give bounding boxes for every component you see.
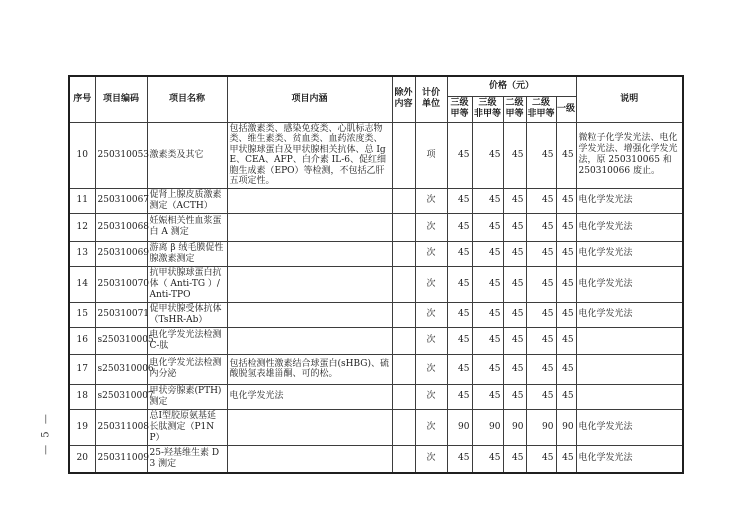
header-price-group: 价格（元） [447,76,576,96]
note-cell: 电化学发光法 [576,445,683,473]
price-cell: 45 [447,327,472,354]
price-cell: 45 [526,241,556,266]
medical-price-table [68,75,684,474]
price-cell: 45 [447,266,472,302]
header-unit: 计价 单位 [415,76,447,122]
name-cell: 甲状旁腺素(PTH)测定 [147,384,227,409]
seq-cell: 14 [69,266,95,302]
content-cell [227,188,392,213]
price-cell: 45 [503,266,526,302]
content-cell [227,302,392,327]
header-level-3b: 三级 非甲等 [472,96,503,122]
unit-cell: 次 [415,302,447,327]
price-cell: 45 [556,188,576,213]
name-cell: 抗甲状腺球蛋白抗体（ Anti-TG ）/Anti-TPO [147,266,227,302]
code-cell: 250310070 [95,266,147,302]
code-cell: s250310005 [95,327,147,354]
unit-cell: 次 [415,188,447,213]
price-cell: 45 [556,213,576,241]
price-cell: 45 [472,384,503,409]
price-cell: 45 [447,354,472,384]
price-cell: 90 [503,409,526,445]
price-cell: 45 [503,122,526,188]
exclusion-cell [392,384,415,409]
note-cell [576,354,683,384]
exclusion-cell [392,241,415,266]
price-cell: 45 [472,327,503,354]
price-cell: 45 [526,302,556,327]
name-cell: 促甲状腺受体抗体（TsHR-Ab） [147,302,227,327]
header-content: 项目内涵 [227,76,392,122]
table-row [69,384,683,409]
table-row [69,266,683,302]
price-cell: 45 [503,384,526,409]
code-cell: 250310069 [95,241,147,266]
note-cell: 电化学发光法 [576,302,683,327]
note-cell: 电化学发光法 [576,266,683,302]
exclusion-cell [392,302,415,327]
exclusion-cell [392,188,415,213]
unit-cell: 次 [415,327,447,354]
exclusion-cell [392,122,415,188]
seq-cell: 19 [69,409,95,445]
price-cell: 45 [472,302,503,327]
price-cell: 45 [472,122,503,188]
content-cell [227,241,392,266]
table-header [69,76,683,122]
code-cell: s250310006 [95,354,147,384]
note-cell: 电化学发光法 [576,188,683,213]
price-cell: 45 [472,241,503,266]
price-cell: 45 [447,241,472,266]
code-cell: s250310007 [95,384,147,409]
unit-cell: 次 [415,241,447,266]
seq-cell: 17 [69,354,95,384]
unit-cell: 次 [415,266,447,302]
price-cell: 45 [556,266,576,302]
price-cell: 45 [556,122,576,188]
name-cell: 电化学发光法检测内分泌 [147,354,227,384]
header-level-3a: 三级 甲等 [447,96,472,122]
content-cell [227,327,392,354]
price-cell: 45 [556,354,576,384]
unit-cell: 次 [415,213,447,241]
price-cell: 45 [503,241,526,266]
content-cell: 包括激素类、感染免疫类、心肌标志物类、维生素类、贫血类、血药浓度类、甲状腺球蛋白及甲状腺相关抗体、总 IgE、CEA、AFP、白介素 IL-6、促红细胞生成素（EPO）等检测，不包括乙肝五项定性。 [227,122,392,188]
name-cell: 促肾上腺皮质激素测定（ACTH） [147,188,227,213]
name-cell: 25-羟基维生素 D3 测定 [147,445,227,473]
price-cell: 45 [447,188,472,213]
content-cell [227,266,392,302]
note-cell: 微粒子化学发光法、电化学发光法、增强化学发光法，原 250310065 和 250310066 废止。 [576,122,683,188]
table-row [69,122,683,188]
price-cell: 45 [472,188,503,213]
header-name: 项目名称 [147,76,227,122]
price-cell: 45 [447,122,472,188]
content-cell [227,409,392,445]
header-level-2b: 二级 非甲等 [526,96,556,122]
exclusion-cell [392,213,415,241]
price-cell: 45 [503,213,526,241]
price-cell: 45 [472,266,503,302]
table-row [69,213,683,241]
header-note: 说明 [576,76,683,122]
code-cell: 250311009 [95,445,147,473]
price-cell: 45 [447,384,472,409]
table-row [69,327,683,354]
price-cell: 45 [526,327,556,354]
content-cell: 电化学发光法 [227,384,392,409]
price-cell: 45 [503,354,526,384]
price-cell: 90 [556,409,576,445]
note-cell: 电化学发光法 [576,213,683,241]
exclusion-cell [392,354,415,384]
code-cell: 250310071 [95,302,147,327]
price-cell: 45 [526,445,556,473]
price-cell: 45 [472,445,503,473]
note-cell: 电化学发光法 [576,241,683,266]
price-cell: 90 [447,409,472,445]
price-cell: 45 [526,188,556,213]
price-cell: 45 [526,213,556,241]
price-cell: 45 [526,122,556,188]
price-cell: 45 [447,213,472,241]
unit-cell: 次 [415,384,447,409]
exclusion-cell [392,409,415,445]
table-row [69,302,683,327]
seq-cell: 10 [69,122,95,188]
note-cell: 电化学发光法 [576,409,683,445]
price-cell: 45 [556,241,576,266]
code-cell: 250310068 [95,213,147,241]
unit-cell: 次 [415,445,447,473]
name-cell: 电化学发光法检测C-肽 [147,327,227,354]
price-cell: 45 [526,354,556,384]
exclusion-cell [392,445,415,473]
table-body [69,122,683,473]
price-cell: 90 [472,409,503,445]
page-number: — 5 — [40,412,52,455]
price-cell: 45 [556,302,576,327]
content-cell: 包括检测性激素结合球蛋白(sHBG)、硫酸脱氢表雄甾酮、可的松。 [227,354,392,384]
price-cell: 45 [556,445,576,473]
price-cell: 45 [503,327,526,354]
price-cell: 45 [526,266,556,302]
header-level-1: 一级 [556,96,576,122]
table-row [69,409,683,445]
price-cell: 45 [472,213,503,241]
content-cell [227,213,392,241]
price-cell: 45 [472,354,503,384]
price-cell: 45 [556,327,576,354]
name-cell: 妊娠相关性血浆蛋白 A 测定 [147,213,227,241]
seq-cell: 15 [69,302,95,327]
seq-cell: 16 [69,327,95,354]
table-row [69,241,683,266]
header-code: 项目编码 [95,76,147,122]
price-cell: 45 [556,384,576,409]
code-cell: 250311008 [95,409,147,445]
note-cell [576,384,683,409]
exclusion-cell [392,327,415,354]
seq-cell: 11 [69,188,95,213]
header-seq: 序号 [69,76,95,122]
table-row [69,445,683,473]
price-cell: 90 [526,409,556,445]
price-cell: 45 [503,188,526,213]
note-cell [576,327,683,354]
name-cell: 游离 β 绒毛膜促性腺激素测定 [147,241,227,266]
name-cell: 总Ⅰ型胶原氨基延长肽测定（P1NP） [147,409,227,445]
header-exclusion: 除外 内容 [392,76,415,122]
seq-cell: 13 [69,241,95,266]
header-level-2a: 二级 甲等 [503,96,526,122]
seq-cell: 20 [69,445,95,473]
seq-cell: 18 [69,384,95,409]
content-cell [227,445,392,473]
unit-cell: 项 [415,122,447,188]
price-cell: 45 [447,302,472,327]
code-cell: 250310067 [95,188,147,213]
unit-cell: 次 [415,409,447,445]
price-cell: 45 [503,302,526,327]
table-row [69,188,683,213]
price-cell: 45 [526,384,556,409]
code-cell: 250310053 [95,122,147,188]
price-cell: 45 [503,445,526,473]
price-cell: 45 [447,445,472,473]
unit-cell: 次 [415,354,447,384]
table-row [69,354,683,384]
name-cell: 激素类及其它 [147,122,227,188]
exclusion-cell [392,266,415,302]
seq-cell: 12 [69,213,95,241]
